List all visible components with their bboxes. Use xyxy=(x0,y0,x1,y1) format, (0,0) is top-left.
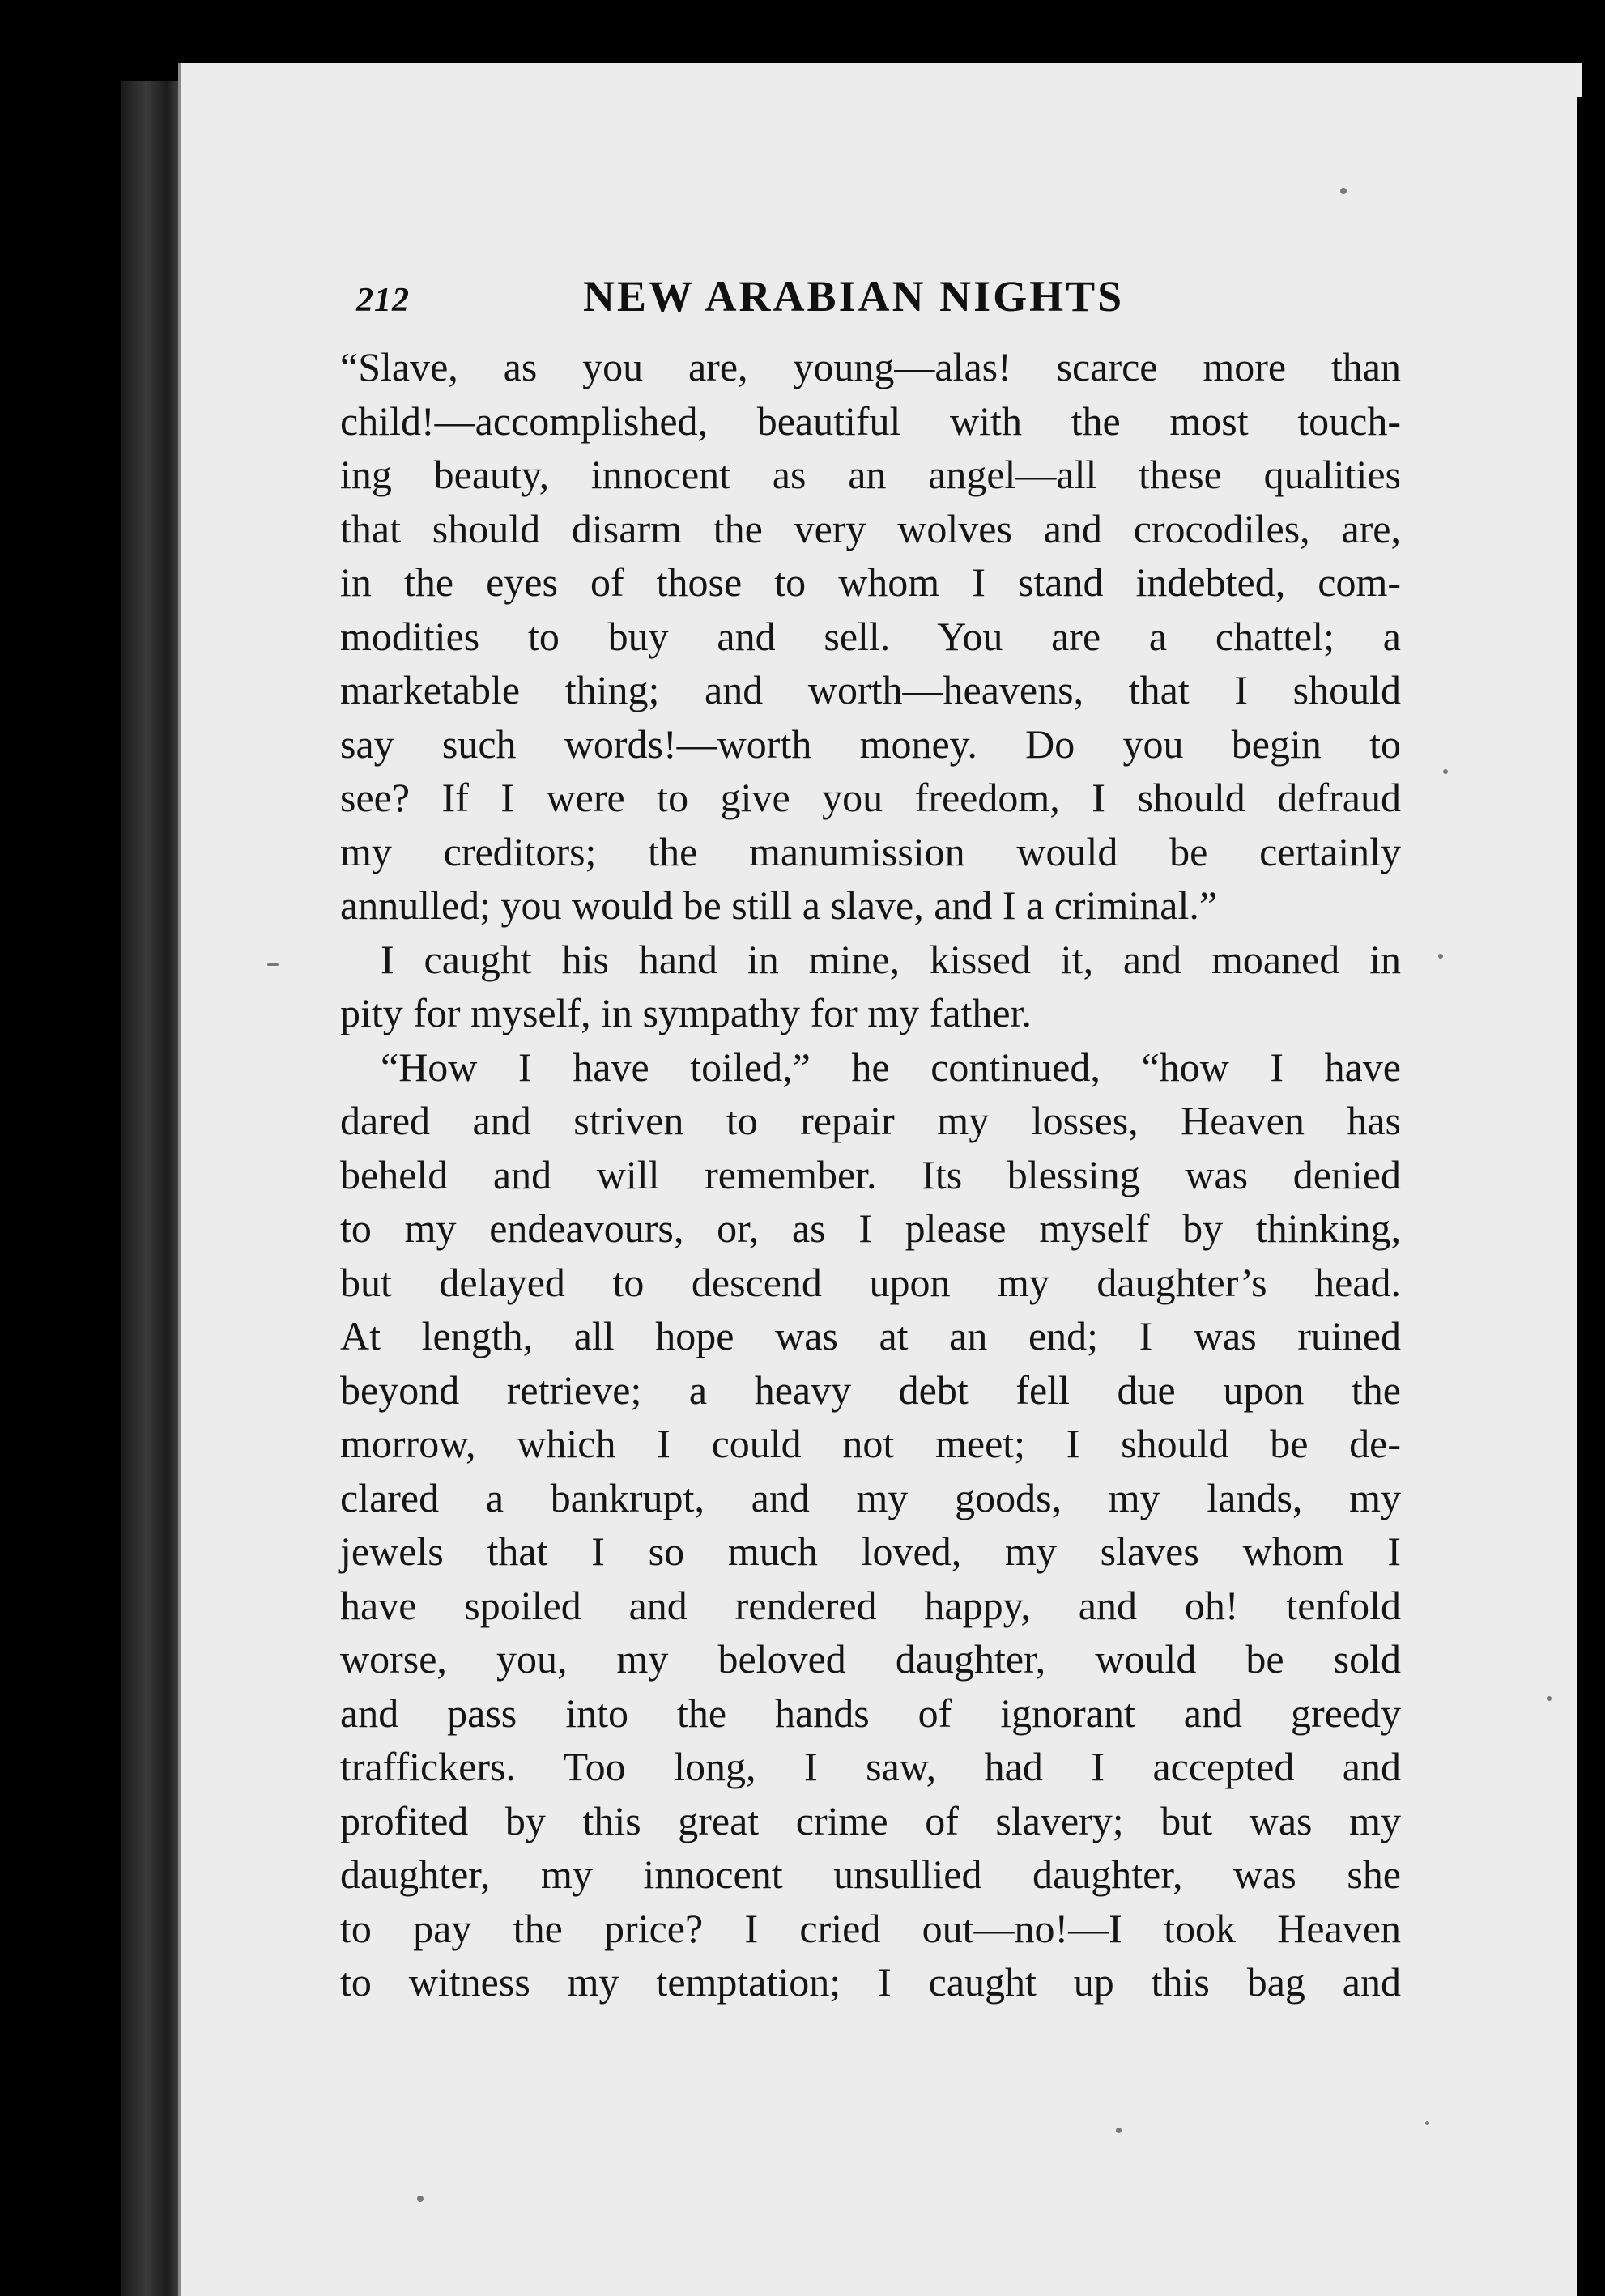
text-line: “Slave, as you are, young—alas! scarce more than xyxy=(340,344,1401,389)
body-text xyxy=(340,340,1401,2009)
text-line: and pass into the hands of ignorant and greedy xyxy=(340,1690,1401,1736)
text-line: child!—accomplished, beautiful with the most touch- xyxy=(340,398,1401,444)
text-line: I caught his hand in mine, kissed it, and moaned in xyxy=(381,936,1401,982)
text-line: dared and striven to repair my losses, Heaven has xyxy=(340,1098,1401,1143)
page-shadow-edge xyxy=(1577,97,1605,2296)
scan-speck xyxy=(1425,2121,1429,2125)
text-line: modities to buy and sell. You are a chattel; a xyxy=(340,613,1401,659)
text-line: say such words!—worth money. Do you begin to xyxy=(340,721,1401,767)
text-line: to witness my temptation; I caught up this bag and xyxy=(340,1959,1401,2005)
scan-speck xyxy=(1116,2128,1122,2133)
text-line: have spoiled and rendered happy, and oh! tenfold xyxy=(340,1582,1401,1628)
text-line: At length, all hope was at an end; I was ruined xyxy=(340,1313,1401,1358)
text-line: beyond retrieve; a heavy debt fell due upon the xyxy=(340,1367,1401,1413)
text-line: in the eyes of those to whom I stand indebted, com- xyxy=(340,559,1401,605)
text-line: my creditors; the manumission would be certainly xyxy=(340,828,1401,874)
text-line: annulled; you would be still a slave, and I a criminal.” xyxy=(340,882,1218,928)
text-line: clared a bankrupt, and my goods, my lands, my xyxy=(340,1474,1401,1520)
scan-speck xyxy=(1438,954,1443,959)
text-line: traffickers. Too long, I saw, had I accepted and xyxy=(340,1744,1401,1789)
text-line: ing beauty, innocent as an angel—all these qualities xyxy=(340,452,1401,497)
text-line: beheld and will remember. Its blessing was denied xyxy=(340,1151,1401,1197)
text-line: to pay the price? I cried out—no!—I took Heaven xyxy=(340,1905,1401,1951)
text-line: see? If I were to give you freedom, I should defraud xyxy=(340,775,1401,820)
text-line: morrow, which I could not meet; I should be de- xyxy=(340,1421,1401,1466)
text-line: but delayed to descend upon my daughter’s head. xyxy=(340,1259,1401,1305)
text-line: to my endeavours, or, as I please myself by thinking, xyxy=(340,1205,1401,1251)
text-line: “How I have toiled,” he continued, “how I have xyxy=(381,1044,1401,1090)
text-line: worse, you, my beloved daughter, would be sold xyxy=(340,1636,1401,1682)
running-head xyxy=(356,271,1247,336)
text-line: profited by this great crime of slavery; but was my xyxy=(340,1797,1401,1843)
book-spine xyxy=(121,81,182,2296)
scan-speck xyxy=(417,2196,424,2202)
scan-speck xyxy=(267,963,279,966)
page-number: 212 xyxy=(356,282,410,319)
text-line: that should disarm the very wolves and crocodiles, are, xyxy=(340,505,1401,551)
text-line: jewels that I so much loved, my slaves whom I xyxy=(340,1529,1401,1574)
page-header-title: NEW ARABIAN NIGHTS xyxy=(583,272,1125,321)
scan-speck xyxy=(1340,188,1347,194)
text-line: daughter, my innocent unsullied daughter, was she xyxy=(340,1852,1401,1897)
scan-speck xyxy=(1443,769,1448,774)
text-line: pity for myself, in sympathy for my father. xyxy=(340,990,1032,1035)
scan-speck xyxy=(1547,1696,1552,1701)
text-line: marketable thing; and worth—heavens, that I should xyxy=(340,667,1401,712)
